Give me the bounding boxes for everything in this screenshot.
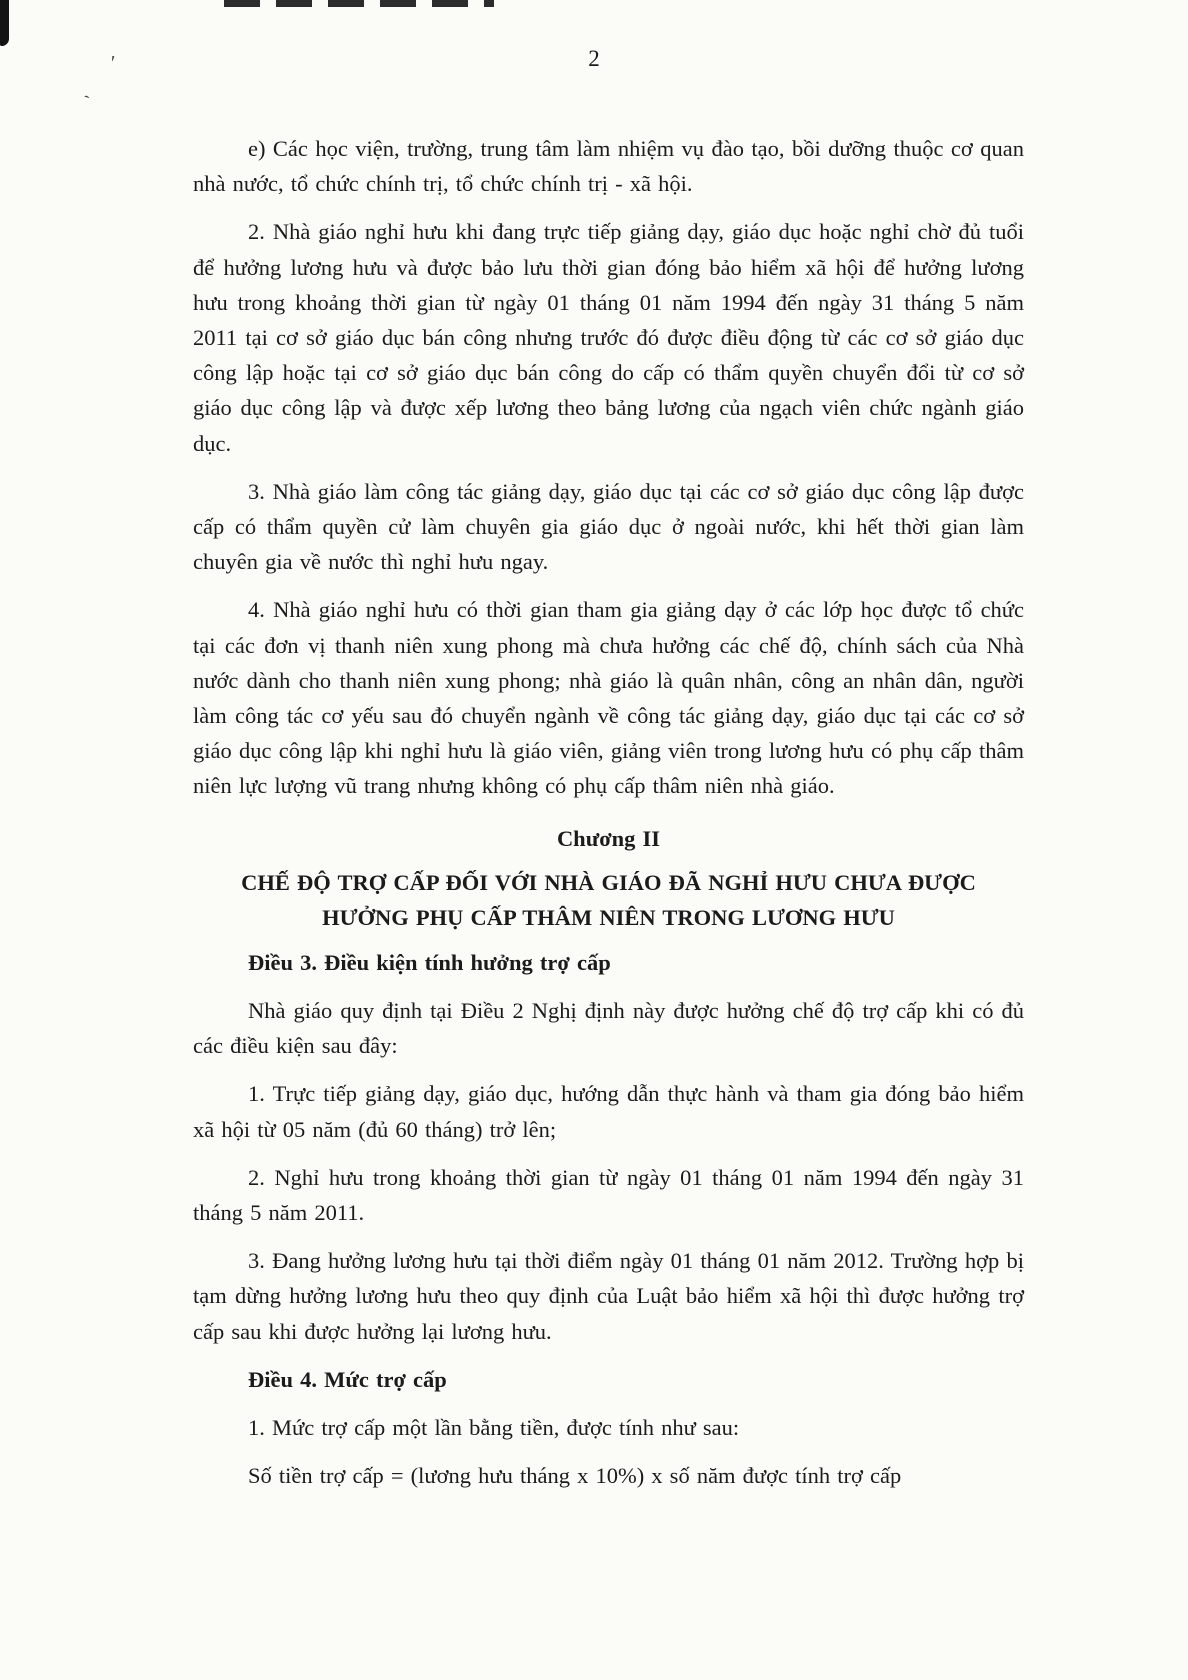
scan-artifact-top-edge bbox=[224, 0, 494, 7]
document-body bbox=[193, 131, 1024, 1507]
scan-artifact-corner bbox=[0, 0, 9, 46]
paragraph-article-3-clause-2: 2. Nghỉ hưu trong khoảng thời gian từ ngày 01 tháng 01 năm 1994 đến ngày 31 tháng 5 năm 2011. bbox=[193, 1164, 1024, 1226]
paragraph-clause-3: 3. Nhà giáo làm công tác giảng dạy, giáo dục tại các cơ sở giáo dục công lập được cấp có thẩm quyền cử làm chuyên gia giáo dục ở ngoài nước, khi hết thời gian làm chuyên gia về nước thì nghỉ hưu ngay. bbox=[193, 478, 1024, 575]
paragraph-article-3-clause-3: 3. Đang hưởng lương hưu tại thời điểm ngày 01 tháng 01 năm 2012. Trường hợp bị tạm dừng hưởng lương hưu theo quy định của Luật bảo hiểm xã hội thì được hưởng trợ cấp sau khi được hưởng lại lương hưu. bbox=[193, 1248, 1024, 1344]
chapter-label: Chương II bbox=[556, 825, 661, 851]
paragraph-article-4-clause-1: 1. Mức trợ cấp một lần bằng tiền, được tính như sau: bbox=[248, 1415, 740, 1441]
page-number: 2 bbox=[588, 46, 600, 71]
paragraph-clause-2: 2. Nhà giáo nghỉ hưu khi đang trực tiếp giảng dạy, giáo dục hoặc nghỉ chờ đủ tuổi để hưởng lương hưu và được bảo lưu thời gian đóng bảo hiểm xã hội để hưởng lương hưu trong khoảng thời gian từ ngày 01 tháng 01 năm 1994 đến ngày 31 tháng 5 năm 2011 tại cơ sở giáo dục bán công nhưng trước đó được điều động từ các cơ sở giáo dục công lập hoặc tại cơ sở giáo dục bán công do cấp có thẩm quyền chuyển đổi từ cơ sở giáo dục công lập và được xếp lương theo bảng lương của ngạch viên chức ngành giáo dục. bbox=[193, 219, 1024, 456]
article-4-heading: Điều 4. Mức trợ cấp bbox=[248, 1366, 447, 1392]
scan-artifact-stray-mark: ` bbox=[82, 91, 97, 115]
paragraph-clause-4: 4. Nhà giáo nghỉ hưu có thời gian tham gia giảng dạy ở các lớp học được tổ chức tại các đơn vị thanh niên xung phong mà chưa hưởng các chế độ, chính sách của Nhà nước dành cho thanh niên xung phong; nhà giáo là quân nhân, công an nhân dân, người làm công tác cơ yếu sau đó chuyển ngành về công tác giảng dạy, giáo dục tại các cơ sở giáo dục công lập khi nghỉ hưu là giáo viên, giảng viên trong lương hưu có phụ cấp thâm niên lực lượng vũ trang nhưng không có phụ cấp thâm niên nhà giáo. bbox=[193, 597, 1024, 799]
paragraph-formula: Số tiền trợ cấp = (lương hưu tháng x 10%) x số năm được tính trợ cấp bbox=[248, 1463, 902, 1489]
paragraph-article-3-clause-1: 1. Trực tiếp giảng dạy, giáo dục, hướng dẫn thực hành và tham gia đóng bảo hiểm xã hội từ 05 năm (đủ 60 tháng) trở lên; bbox=[193, 1081, 1024, 1142]
paragraph-article-3-intro: Nhà giáo quy định tại Điều 2 Nghị định này được hưởng chế độ trợ cấp khi có đủ các điều kiện sau đây: bbox=[193, 998, 1024, 1059]
chapter-title: CHẾ ĐỘ TRỢ CẤP ĐỐI VỚI NHÀ GIÁO ĐÃ NGHỈ HƯU CHƯA ĐƯỢC HƯỞNG PHỤ CẤP THÂM NIÊN TRONG LƯƠNG HƯU bbox=[241, 869, 976, 931]
article-3-heading: Điều 3. Điều kiện tính hưởng trợ cấp bbox=[248, 949, 611, 975]
scan-artifact-stray-mark: ' bbox=[107, 51, 116, 75]
paragraph-item-e: e) Các học viện, trường, trung tâm làm nhiệm vụ đào tạo, bồi dưỡng thuộc cơ quan nhà nước, tổ chức chính trị, tổ chức chính trị - xã hội. bbox=[193, 136, 1024, 197]
